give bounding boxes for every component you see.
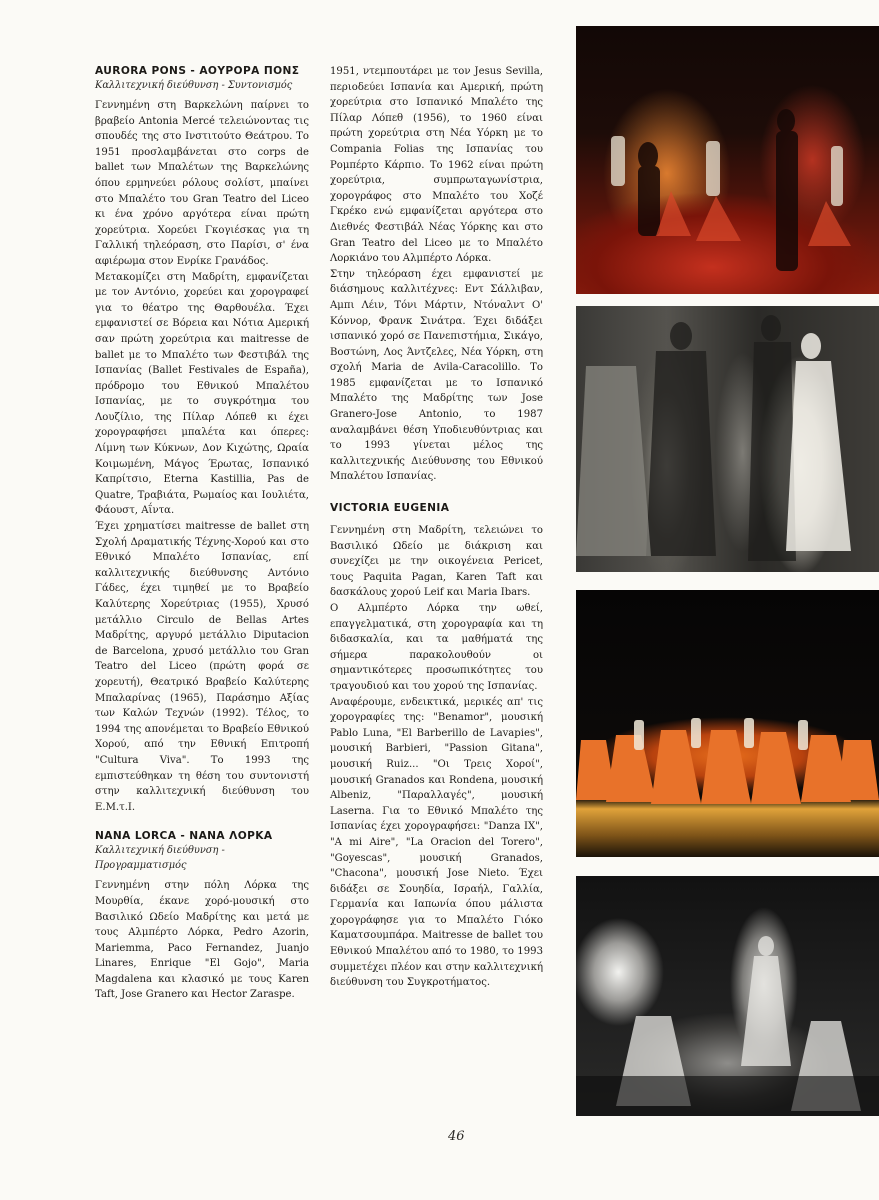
page-number: 46 (448, 1129, 465, 1144)
aurora-pons-paragraph: Έχει χρηματίσει maitresse de ballet στη Σχολή Δραματικής Τέχνης-Χορού και στο Εθνικό Μπαλέτο Ισπανίας, επί καλλιτεχνικής διεύθυνσης Αντόνιο Γάδες, έχει τιμηθεί με το Βραβείο Καλύτερης Χορεύτριας (1955), Χρυσό μετάλλιο Circulo de Bellas Artes Μαδρίτης, αργυρό μετάλλιο Diputacion de Barcelona, χρυσό μετάλλιο του Gran Teatro del Liceo (πρώτη φορά σε χορευτή), Θεατρικό Βραβείο Καλύτερης Μπαλαρίνας (1965), Παράσημο Αξίας των Καλών Τεχνών (1992). Τέλος, το 1994 της απονέμεται το Βραβείο Εθνικού Χορού, από την Εθνική Επιτροπή "Cultura Viva". Το 1993 της εμπιστεύθηκαν τη θέση του συντονιστή στην καλλιτεχνική διεύθυνση του Ε.Μ.τ.Ι. (95, 521, 309, 813)
aurora-pons-paragraph: Μετακομίζει στη Μαδρίτη, εμφανίζεται με τον Αντόνιο, χορεύει και χορογραφεί για το θέατρο της Θαρθουέλα. Έχει εμφανιστεί σε Βόρεια και Νότια Αμερική σαν πρώτη χορεύτρια και maitresse de ballet με το Μπαλέτο των Φεστιβάλ της Ισπανίας (Ballet Festivales de España), πρόδρομο του Εθνικού Μπαλέτου Ισπανίας, με το συγκρότημα του Λουζίλιο, της Πίλαρ Λόπεθ κι έχει χορογραφήσει μπαλέτα και όπερες: Λίμνη των Κύκνων, Δον Κιχώτης, Ωραία Κοιμωμένη, Μάγος Έρωτας, Ισπανικό Καπρίτσιο, Eterna Kastillia, Pas de Quatre, Τραβιάτα, Ρωμαίος και Ιουλιέτα, Φάουστ, Αΐντα. (95, 271, 309, 517)
aurora-pons-role: Καλλιτεχνική διεύθυνση - Συντονισμός (95, 80, 293, 91)
aurora-pons-heading: AURORA PONS - ΑΟΥΡΟΡΑ ΠΟΝΣ (95, 65, 300, 77)
victoria-eugenia-paragraph: Αναφέρουμε, ενδεικτικά, μερικές απ' τις χορογραφίες της: "Benamor", μουσική Pablo Luna, "El Barberillo de Lavapies", μουσική Barbieri, "Passion Gitana", μουσική Ruiz... "Οι Τρεις Χοροί", μουσική Granados και Rondena, μουσική Albeniz, "Παραλλαγές", μουσική Laserna. Για το Εθνικό Μπαλέτο της Ισπανίας έχει χορογραφήσει: "Danza IX", "A mi Aire", "La Oracion del Torero", "Goyescas", μουσική Granados, "Chacona", μουσική Jose Nieto. Έχει διδάξει σε Σουηδία, Ισραήλ, Γαλλία, Γερμανία και Ιαπωνία όπου μάλιστα χορογράφησε για το Μπαλέτο Γιόκο Καματσουμπάρα. Maitresse de ballet του Εθνικού Μπαλέτου από το 1980, το 1993 συμμετέχει πλέον και στην καλλιτεχνική διεύθυνση του Συγκροτήματος. (330, 696, 543, 989)
continued-paragraph: Στην τηλεόραση έχει εμφανιστεί με διάσημους καλλιτέχνες: Εντ Σάλλιβαν, Αμπι Λέιν, Τόνι Μάρτιν, Ντόναλντ Ο' Κόννορ, Φρανκ Σινάτρα. Έχει διδάξει ισπανικό χορό σε Πανεπιστήμια, Σικάγο, Βοστώνη, Λος Άντζελες, Νέα Υόρκη, στη σχολή Maria de Avila-Caracolillo. Το 1985 εμφανίζεται με το Ισπανικό Μπαλέτο της Μαδρίτης των Jose Granero-Jose Antonio, το 1987 αναλαμβάνει θέση Υποδιευθύντριας και το 1993 γίνεται μέλος της καλλιτεχνικής Διεύθυνσης του Εθνικού Μπαλέτου Ισπανίας. (330, 268, 543, 483)
victoria-eugenia-paragraph: Γεννημένη στη Μαδρίτη, τελειώνει το Βασιλικό Ωδείο με διάκριση και συνεχίζει με την οικογένεια Pericet, τους Paquita Pagan, Karen Taft και δασκάλους χορού Leif και Maria Ibars. (330, 525, 543, 599)
middle-column (330, 64, 543, 991)
flamenco-stage-red-photo (576, 26, 879, 294)
ensemble-orange-dresses-photo (576, 590, 879, 857)
nana-lorca-heading: NANA LORCA - ΝΑΝΑ ΛΟΡΚΑ (95, 830, 273, 843)
victoria-eugenia-heading: VICTORIA EUGENIA (330, 502, 450, 515)
nana-lorca-role: Καλλιτεχνική διεύθυνση - Προγραμματισμός (95, 845, 225, 872)
aurora-pons-paragraph: Γεννημένη στη Βαρκελώνη παίρνει το βραβείο Antonia Mercé τελειώνοντας τις σπουδές της στο Ινστιτούτο Θεάτρου. Το 1951 προσλαμβάνεται στο corps de ballet των Μπαλέτων της Βαρκελώνης όπου ερμηνεύει ρόλους σολίστ, μπαίνει στο Μπαλέτο του Gran Teatro del Liceo κι ένα χρόνο αργότερα είναι πρώτη χορεύτρια. Χορεύει Γκογιέσκας για τη Γαλλική τηλεόραση, στο Παρίσι, σ' ένα αφιέρωμα στον Ενρίκε Γρανάδος. (95, 100, 309, 267)
nana-lorca-paragraph: Γεννημένη στην πόλη Λόρκα της Μουρθία, έκανε χορό-μουσική στο Βασιλικό Ωδείο Μαδρίτης και μετά με τους Αλμπέρτο Λόρκα, Pedro Azorin, Mariemma, Paco Fernandez, Juanjo Linares, Enrique "El Gojo", Maria Magdalena και κλασικό με τους Karen Taft, Jose Granero και Hector Zaraspe. (95, 880, 309, 1001)
continued-paragraph: 1951, ντεμπουτάρει με τον Jesus Sevilla, περιοδεύει Ισπανία και Αμερική, πρώτη χορεύτρια στο Ισπανικό Μπαλέτο της Πίλαρ Λόπεθ (1956), το 1960 είναι πρώτη χορεύτρια στη Νέα Υόρκη με το Compania Folias της Ισπανίας του Ρομπέρτο Κάρπιο. Το 1962 είναι πρώτη χορεύτρια, συμπρωταγωνίστρια, χορογράφος στο Μπαλέτο του Χοζέ Γκρέκο ενώ εμφανίζεται αργότερα στο Διεθνές Φεστιβάλ Νέας Υόρκης και στο Gran Teatro del Liceo με το Μπαλέτο Λορκιάνο του Αλμπέρτο Λόρκα. (330, 66, 543, 265)
dancers-bw-photo (576, 306, 879, 572)
dancers-spotlight-bw-photo (576, 876, 879, 1116)
victoria-eugenia-paragraph: Ο Αλμπέρτο Λόρκα την ωθεί, επαγγελματικά, στη χορογραφία και τη διδασκαλία, και τα μαθήματά της σήμερα παρακολουθούν οι σημαντικότερες προσωπικότητες του τραγουδιού και του χορού της Ισπανίας. (330, 603, 543, 692)
left-column (95, 64, 309, 1003)
